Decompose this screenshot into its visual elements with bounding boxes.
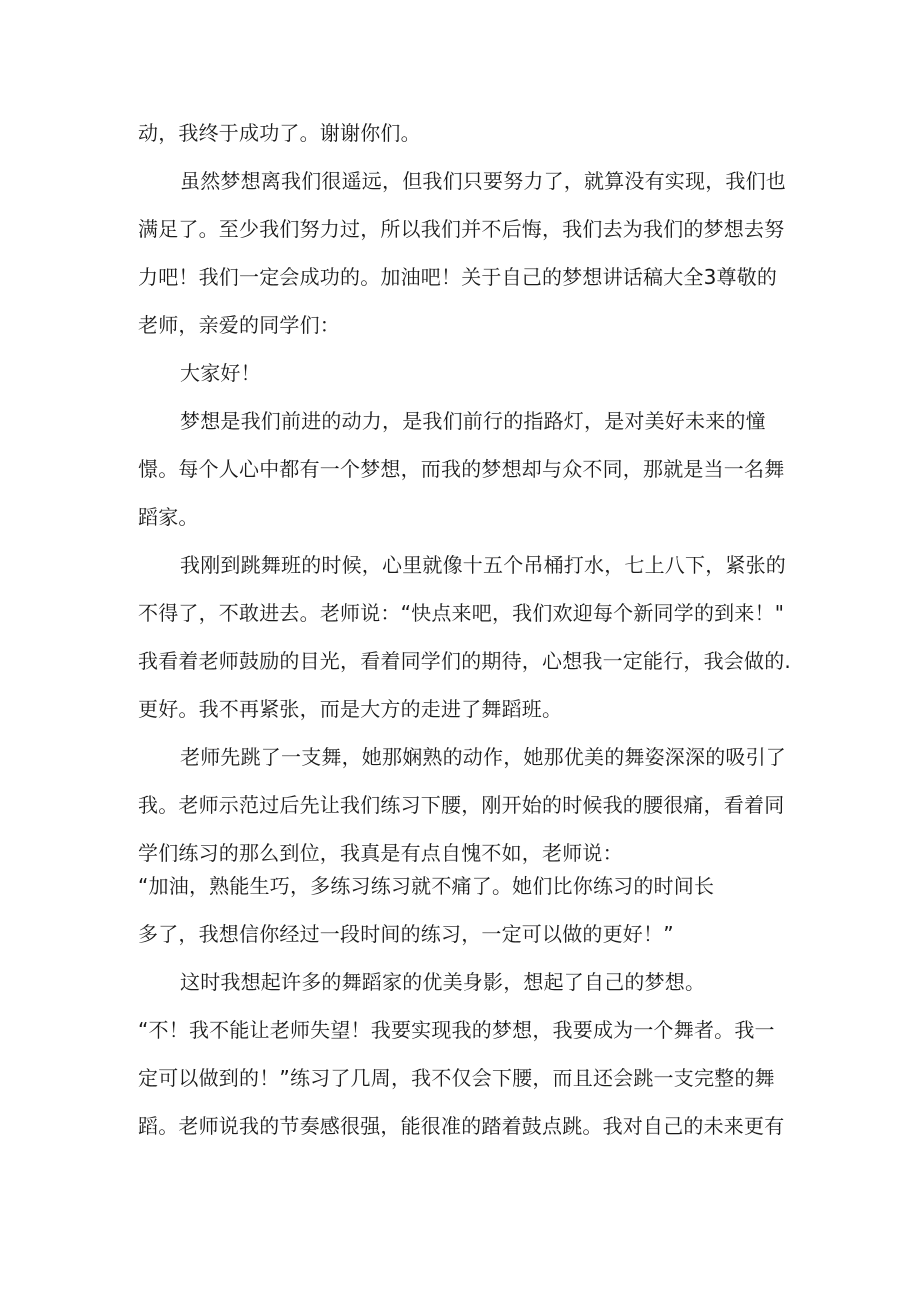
text-line: 多了，我想信你经过一段时间的练习，一定可以做的更好！”	[138, 922, 674, 946]
text-line: 我。老师示范过后先让我们练习下腰，刚开始的时候我的腰很痛，看着同	[138, 793, 785, 817]
text-line: 定可以做到的！”练习了几周，我不仅会下腰，而且还会跳一支完整的舞	[138, 1066, 775, 1090]
text-line: 憬。每个人心中都有一个梦想，而我的梦想却与众不同，那就是当一名舞	[138, 457, 785, 481]
text-line: 我看着老师鼓励的目光，看着同学们的期待，心想我一定能行，我会做的.	[138, 649, 791, 673]
text-line: “不！我不能让老师失望！我要实现我的梦想，我要成为一个舞者。我一	[138, 1018, 775, 1042]
text-line: 蹈。老师说我的节奏感很强，能很准的踏着鼓点跳。我对自己的未来更有	[138, 1114, 785, 1138]
paragraph-first-line: 虽然梦想离我们很遥远，但我们只要努力了，就算没有实现，我们也	[180, 169, 786, 193]
paragraph-first-line: 梦想是我们前进的动力，是我们前行的指路灯，是对美好未来的憧	[180, 409, 766, 433]
paragraph-first-line: 我刚到跳舞班的时候，心里就像十五个吊桶打水，七上八下，紧张的	[180, 553, 786, 577]
text-line: 不得了，不敢进去。老师说：“快点来吧，我们欢迎每个新同学的到来！"	[138, 601, 785, 625]
text-line: 满足了。至少我们努力过，所以我们并不后悔，我们去为我们的梦想去努	[138, 217, 785, 241]
greeting-line: 大家好！	[180, 361, 261, 385]
text-line: 动，我终于成功了。谢谢你们。	[138, 121, 421, 145]
text-line: 学们练习的那么到位，我真是有点自愧不如，老师说：	[138, 841, 623, 865]
text-line: 力吧！我们一定会成功的。加油吧！关于自己的梦想讲话稿大全3尊敬的	[138, 265, 778, 289]
text-line: 蹈家。	[138, 505, 199, 529]
paragraph-first-line: 这时我想起许多的舞蹈家的优美身影，想起了自己的梦想。	[180, 970, 706, 994]
text-line: “加油，熟能生巧，多练习练习就不痛了。她们比你练习的时间长	[138, 874, 715, 898]
text-line: 老师，亲爱的同学们：	[138, 313, 340, 337]
text-line: 更好。我不再紧张，而是大方的走进了舞蹈班。	[138, 697, 563, 721]
paragraph-first-line: 老师先跳了一支舞，她那娴熟的动作，她那优美的舞姿深深的吸引了	[180, 745, 786, 769]
